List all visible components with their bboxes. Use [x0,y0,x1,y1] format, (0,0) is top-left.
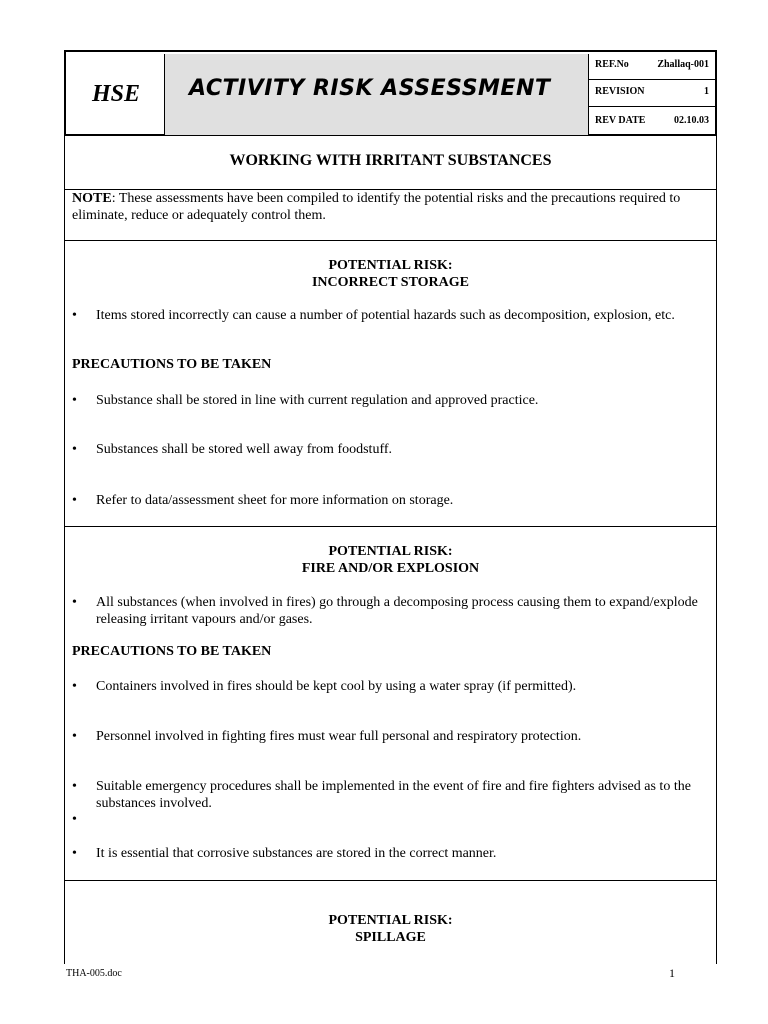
divider [65,880,716,881]
section-heading-storage [65,257,716,291]
document-frame [64,50,717,964]
document-body [64,136,717,964]
list-item [72,392,704,409]
list-item [72,778,704,812]
section-heading-spillage [65,912,716,946]
footer-filename: THA-005.doc [66,968,122,979]
divider [65,526,716,527]
list-item-text: All substances (when involved in fires) go through a decomposing process causing them to expand/explode releasing irritant vapours and/or gases. [96,595,698,627]
meta-value: 02.10.03 [674,115,709,126]
list-item [72,594,704,628]
list-item-text: Substances shall be stored well away from foodstuff. [96,442,393,457]
list-item [72,728,704,745]
header-title-text: ACTIVITY RISK ASSESSMENT [189,76,551,101]
note-label: NOTE [72,191,112,206]
meta-row-ref [589,54,715,80]
document-title: WORKING WITH IRRITANT SUBSTANCES [229,152,552,169]
list-item-text: Personnel involved in fighting fires must wear full personal and respiratory protection. [96,729,582,744]
list-item [72,678,704,695]
meta-value: Zhallaq-001 [657,59,709,70]
section-heading-fire [65,543,716,577]
bullet-icon: • [72,308,77,323]
list-item [72,845,704,862]
meta-label: REF.No [595,59,629,70]
footer-page-number: 1 [669,966,675,980]
meta-row-revision [589,80,715,107]
list-item-text: Containers involved in fires should be kept cool by using a water spray (if permitted). [96,679,577,694]
section-heading-line1: POTENTIAL RISK: [328,913,453,928]
section-heading-line1: POTENTIAL RISK: [328,258,453,273]
bullet-icon: • [72,595,77,610]
bullet-icon: • [72,846,77,861]
bullet-icon: • [72,442,77,457]
list-item [72,492,704,509]
hse-logo-text: HSE [91,81,141,107]
meta-label: REVISION [595,86,645,97]
header-title [165,54,589,135]
list-item-text: Refer to data/assessment sheet for more information on storage. [96,493,454,508]
meta-label: REV DATE [595,115,646,126]
bullet-icon: • [72,393,77,408]
bullet-icon: • [72,679,77,694]
hse-logo [68,54,165,135]
note-paragraph [72,190,704,224]
document-header [64,50,717,136]
section-heading-line1: POTENTIAL RISK: [328,544,453,559]
bullet-icon: • [72,729,77,744]
meta-value: 1 [704,86,709,97]
meta-row-rev-date [589,107,715,135]
bullet-icon: • [72,812,77,827]
list-item [72,441,704,458]
note-text: : These assessments have been compiled to identify the potential risks and the precautions required to eliminate, reduce or adequately control them. [72,191,681,223]
precautions-heading: PRECAUTIONS TO BE TAKEN [72,644,272,659]
list-item-text: It is essential that corrosive substances are stored in the correct manner. [96,846,497,861]
divider [65,240,716,241]
bullet-icon: • [72,779,77,794]
list-item-text: Suitable emergency procedures shall be implemented in the event of fire and fire fighters advised as to the substances involved. [96,779,691,811]
header-meta-table [589,54,715,135]
list-item-text: Items stored incorrectly can cause a number of potential hazards such as decomposition, explosion, etc. [96,308,675,323]
precautions-heading: PRECAUTIONS TO BE TAKEN [72,357,272,372]
section-heading-line2: FIRE AND/OR EXPLOSION [301,561,480,576]
bullet-icon: • [72,493,77,508]
section-heading-line2: SPILLAGE [355,930,426,945]
section-heading-line2: INCORRECT STORAGE [311,275,470,290]
list-item [72,307,704,324]
list-item-text: Substance shall be stored in line with current regulation and approved practice. [96,393,539,408]
